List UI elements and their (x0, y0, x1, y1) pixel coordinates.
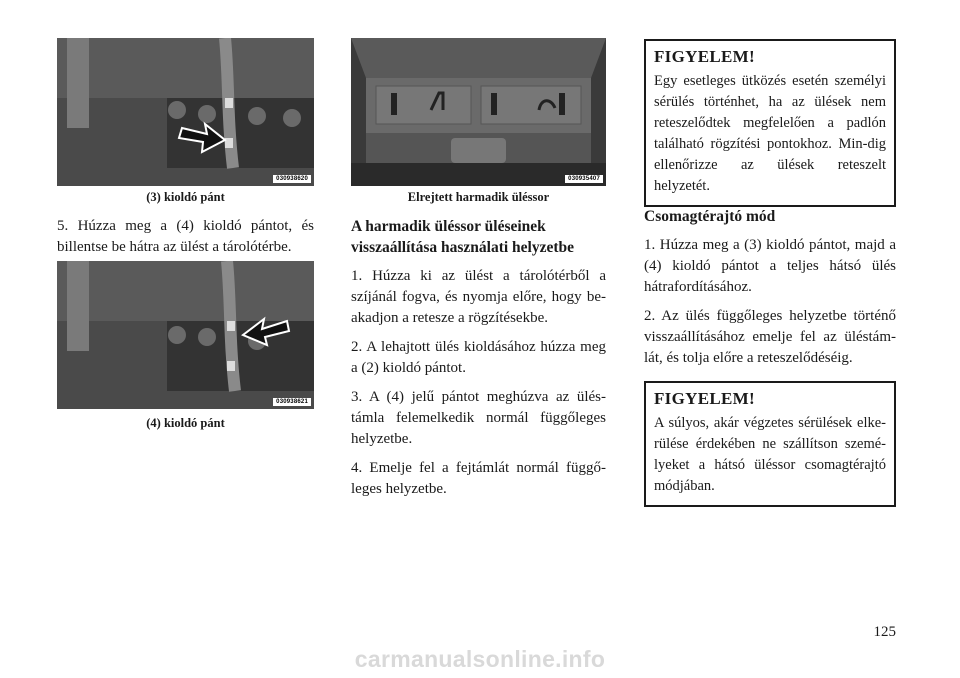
section-liftgate-mode (644, 206, 896, 369)
figure-caption: (4) kioldó pánt (146, 416, 225, 430)
warning-box-latch (644, 39, 896, 207)
warning-text: A súlyos, akár végzetes sérülések elke-rülése érdekében ne szállítson szemé-lyeket a hátsó üléssor csomagtérajtó módjában. (654, 415, 886, 494)
warning-title: FIGYELEM! (654, 47, 755, 66)
section-restore-seat (351, 216, 606, 500)
figure-strap-3-photo (57, 38, 314, 186)
step-2-text: 2. Az ülés függőleges helyzetbe történő visszaállításához emelje fel az üléstám-lát, és tolja előre a reteszelődéséig. (644, 308, 896, 366)
figure-code: 030938620 (273, 175, 311, 183)
figure-caption: (3) kioldó pánt (146, 190, 225, 204)
seat-strap-illustration (57, 38, 314, 186)
seat-strap-illustration (57, 261, 314, 409)
step-3-text: 3. A (4) jelű pántot meghúzva az ülés-támla felemelkedik normál függőleges helyzetbe. (351, 389, 606, 447)
step-2-text: 2. A lehajtott ülés kioldásához húzza meg a (2) kioldó pántot. (351, 339, 606, 376)
page-number: 125 (873, 624, 896, 640)
figure-code: 030935407 (565, 175, 603, 183)
figure-code: 030938621 (273, 398, 311, 406)
warning-title: FIGYELEM! (654, 389, 755, 408)
section-heading: Csomagtérajtó mód (644, 208, 776, 225)
figure-caption: Elrejtett harmadik üléssor (407, 190, 550, 204)
figure-strap-4-photo (57, 261, 314, 409)
stowed-seat-illustration (351, 38, 606, 186)
section-heading-line1: A harmadik üléssor üléseinek (351, 218, 546, 235)
figure-stowed-seat-photo (351, 38, 606, 186)
footer-watermark: carmanualsonline.info (354, 646, 606, 672)
step-4-text: 4. Emelje fel a fejtámlát normál függő-leges helyzetbe. (351, 460, 606, 497)
step-1-text: 1. Húzza ki az ülést a tárolótérből a szíjánál fogva, és nyomja előre, hogy be-akadjon a retesze a rögzítésekbe. (351, 268, 606, 326)
step-5-text: 5. Húzza meg a (4) kioldó pántot, és billentse be hátra az ülést a tárolótérbe. (57, 218, 314, 255)
section-heading-line2: visszaállítása használati helyzetbe (351, 239, 575, 256)
step-1-text: 1. Húzza meg a (3) kioldó pántot, majd a (4) kioldó pántot a teljes hátsó ülés hátrafordításához. (644, 237, 896, 295)
warning-text: Egy esetleges ütközés esetén személyi sérülés történhet, ha az ülések nem reteszelődtek megfelelően a padlón található rögzítési pontokhoz. Min-dig ellenőrizze az ülések reteszelt helyzetét. (654, 73, 886, 194)
warning-box-passengers (644, 381, 896, 507)
